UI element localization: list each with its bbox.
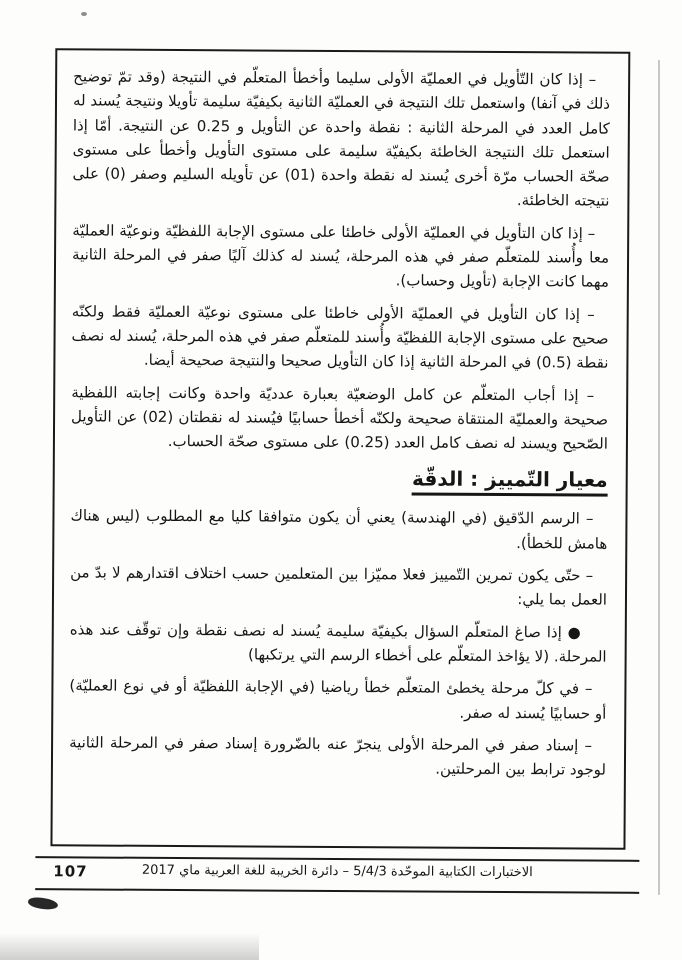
paragraph-3: – إذا كان التأويل في العمليّة الأولى خاطئا على مستوى نوعيّة العمليّة فقط ولكنّه صحيح على مستوى الإجابة اللفظيّة وأُسند للمتعلّم صفر في هذه المرحلة، يُسند له نصف نقطة (0.5) في المرحلة الثانية إذا كان التأويل صحيحا والنتيجة صحيحة أيضا. <box>72 302 610 372</box>
scan-artifact-ink-blob <box>28 896 59 911</box>
paragraph-2: – إذا كان التأويل في العمليّة الأولى خاطئا على مستوى الإجابة اللفظيّة ونوعيّة العمليّة معا وأُسند للمتعلّم صفر في هذه المرحلة، يُسند له كذلك آليًا صفر في المرحلة الثانية مهما كانت الإجابة (تأويل وحساب). <box>73 221 611 292</box>
section-heading-text: معيار التّمييز : الدقّة <box>413 467 609 497</box>
paragraph-6: – حتّى يكون تمرين التّمييز فعلا مميّزا بين المتعلمين حسب اختلاف اقتدارهم لا بدّ من العمل بما يلي: <box>71 563 609 609</box>
paragraph-4: – إذا أجاب المتعلّم عن كامل الوضعيّة بعبارة عدديّة واحدة وكانت إجابته اللفظية صحيحة والعمليّة المنتقاة صحيحة ولكنّه أخطأ حسابيًا فيُسند له نقطتان (02) عن التأويل الصّحيح ويسند له نصف كامل العدد (0.25) على مستوى صحّة الحساب. <box>72 382 610 453</box>
content-frame <box>51 48 631 849</box>
scan-artifact-dot <box>82 12 88 16</box>
paragraph-8: – إسناد صفر في المرحلة الأولى ينجرّ عنه بالضّرورة إسناد صفر في المرحلة الثانية لوجود ترابط بين المرحلتين. <box>70 733 607 779</box>
paragraph-1: – إذا كان التّأويل في العمليّة الأولى سليما وأخطأ المتعلّم في النتيجة (وقد تمّ توضيح ذلك في آنفا) واستعمل تلك النتيجة في العمليّة الثانية بكيفيّة سليمة تأويلا ونتيجة يُسند له كامل العدد في المرحلة الثانية : نقطة واحدة عن التأويل و 0.25 عن النتيجة. أمّا إذا استعمل تلك النتيجة الخاطئة بكيفيّة سليمة على مستوى التأويل وأخطأ على مستوى صحّة الحساب مرّة أخرى يُسند له نقطة واحدة (01) عن تأويله السليم وصفر (0) على نتيجته الخاطئة. <box>73 67 612 211</box>
bullet-item: ● إذا صاغ المتعلّم السؤال بكيفيّة سليمة يُسند له نصف نقطة وإن توقّف عند هذه المرحلة. (لا يؤاخذ المتعلّم على أخطاء الرسم التي يرتكبها) <box>70 619 608 666</box>
page-footer <box>36 856 640 894</box>
scan-artifact-corner-shadow <box>0 926 260 960</box>
section-heading-accuracy <box>72 465 609 497</box>
scan-artifact-right-edge <box>659 60 661 895</box>
footer-reference: الاختبارات الكتابية الموحّدة 5/4/3 – دائرة الخريبة للغة العربية ماي 2017 <box>142 862 534 881</box>
paragraph-7: – في كلّ مرحلة يخطئ المتعلّم خطأ رياضيا (في الإجابة اللفظيّة أو في نوع العمليّة) أو حسابيًا يُسند له صفر. <box>70 676 608 723</box>
page-number: 107 <box>54 862 89 881</box>
paragraph-5: – الرسم الدّقيق (في الهندسة) يعني أن يكون متوافقا كليا مع المطلوب (ليس هناك هامش للخطأ). <box>71 506 609 553</box>
